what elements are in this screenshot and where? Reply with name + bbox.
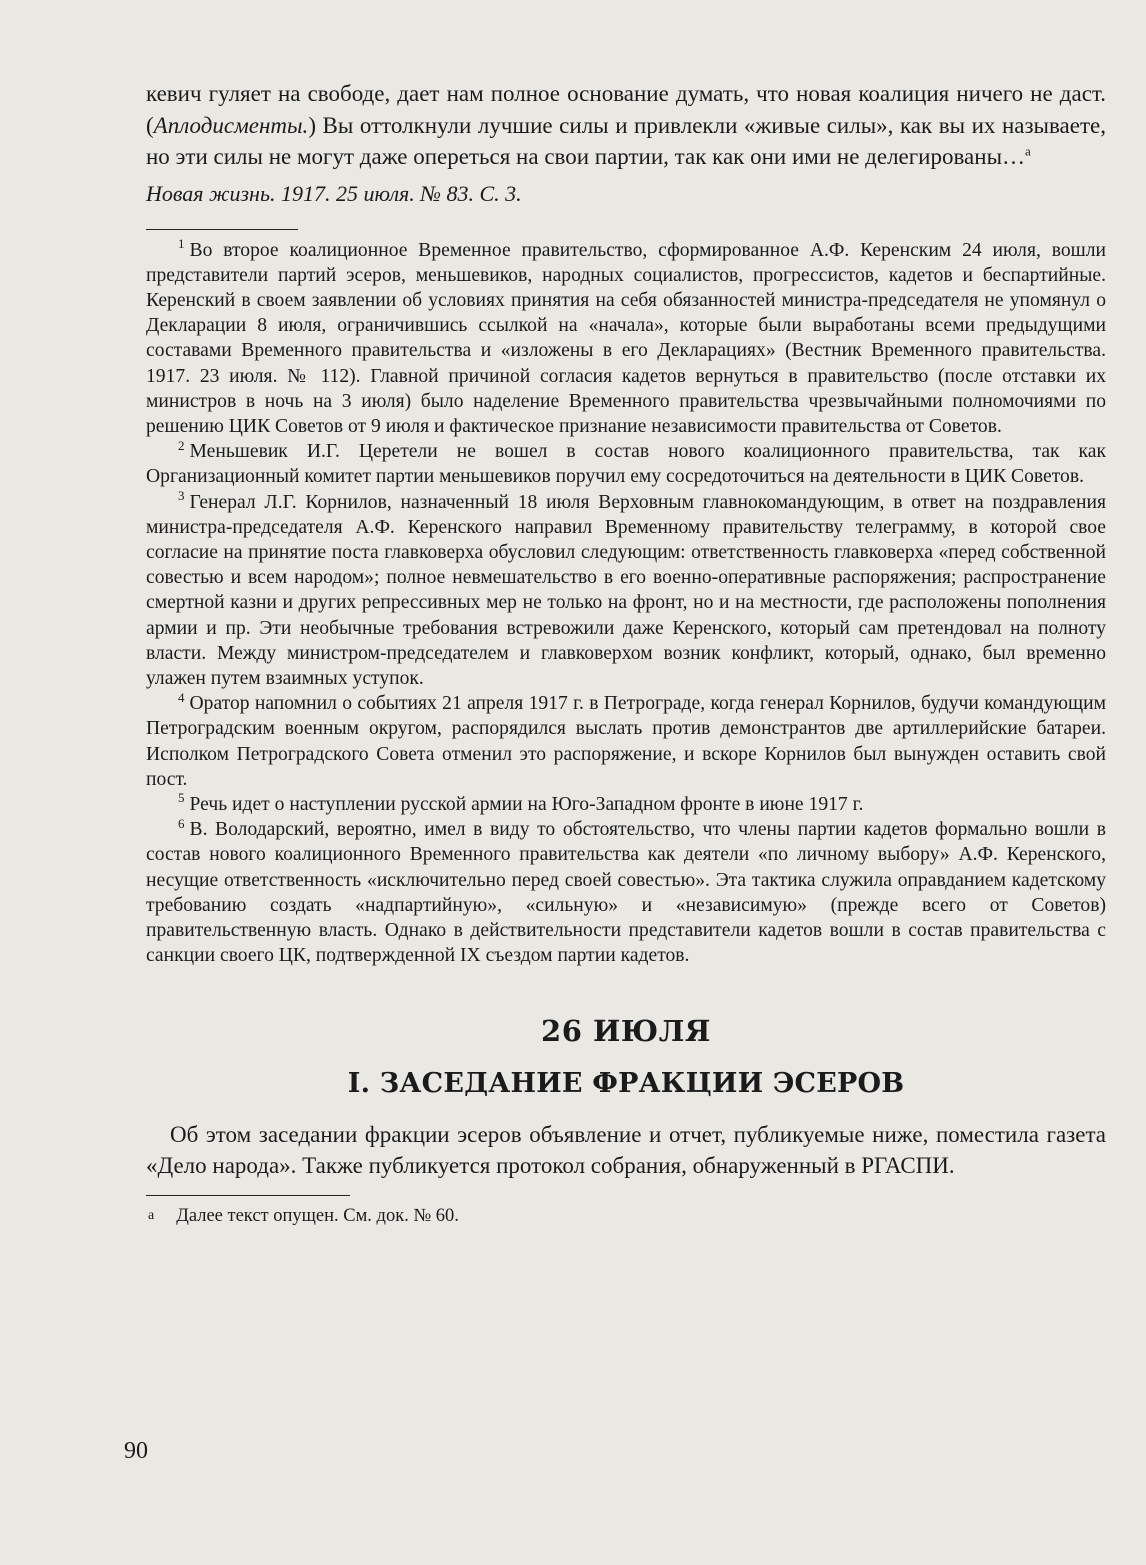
endnote-number: 6 (178, 815, 185, 831)
speech-text-after: ) Вы оттолкнули лучшие силы и привлекли «живые силы», как вы их называете, но эти силы не могут даже опереться на свои партии, так как они ими не делегированы… (146, 112, 1106, 169)
footnote-reference-a: а (1025, 143, 1031, 159)
endnote-text: Во второе коалиционное Временное правительство, сформированное А.Ф. Керенским 24 июля, вошли представители партий эсеров, меньшевиков, народных социалистов, прогрессистов, кадетов и беспартийные. Керенский в своем заявлении об условиях принятия на себя обязанностей министра-председателя не упомянул о Декларации 8 июля, ограничившись ссылкой на «начала», которые были выработаны всеми предыдущими составами Временного правительства и «изложены в его Декларациях» (Вестник Временного правительства. 1917. 23 июля. № 112). Главной причиной согласия кадетов вернуться в правительство (после отставки их министров в ночь на 3 июля) было наделение Временного правительства чрезвычайными полномочиями по решению ЦИК Советов от 9 июля и фактическое признание независимости правительства от Советов. (146, 239, 1106, 437)
endnote-text: Меньшевик И.Г. Церетели не вошел в состав нового коалиционного правительства, так как Организационный комитет партии меньшевиков поручил ему сосредоточиться на деятельности в ЦИК Советов. (146, 441, 1106, 488)
endnote-text: Оратор напомнил о событиях 21 апреля 1917 г. в Петрограде, когда генерал Корнилов, будучи командующим Петроградским военным округом, распорядился выслать против демонстрантов две артиллерийские батареи. Исполком Петроградского Совета отменил это распоряжение, и вскоре Корнилов был вынужден оставить свой пост. (146, 693, 1106, 790)
endnote (146, 439, 1106, 489)
endnote-text: Речь идет о наступлении русской армии на Юго-Западном фронте в июне 1917 г. (189, 793, 864, 815)
endnotes (146, 235, 1106, 969)
footnote-divider (146, 1195, 350, 1196)
page-footnote (146, 1204, 1106, 1228)
section-heading: I. ЗАСЕДАНИЕ ФРАКЦИИ ЭСЕРОВ (347, 1068, 905, 1100)
endnote (146, 792, 1106, 817)
source-citation: Новая жизнь. 1917. 25 июля. № 83. С. 3. (146, 180, 522, 206)
endnote-number: 3 (178, 488, 185, 503)
endnote-number: 4 (178, 689, 185, 705)
endnote (146, 691, 1106, 792)
endnote-number: 2 (178, 437, 185, 453)
speech-text-before: кевич гуляет на свободе, дает нам полное основание думать, что новая коалиция ничего не даст. ( (146, 81, 1106, 138)
endnote-number: 5 (178, 790, 185, 806)
section-intro-paragraph: Об этом заседании фракции эсеров объявление и отчет, публикуемые ниже, поместила газета «Дело народа». Также публикуется протокол собрания, обнаруженный в РГАСПИ. (146, 1122, 1106, 1179)
endnote (146, 235, 1106, 440)
endnote-text: Генерал Л.Г. Корнилов, назначенный 18 июля Верховным главнокомандующим, в ответ на поздравления министра-председателя А.Ф. Керенского направил Временному правительству телеграмму, в которой свое согласие на принятие поста главковерха обусловил следующим: ответственность главковерха «перед собственной совестью и всем народом»; полное невмешательство в его военно-оперативные распоряжения; распространение смертной казни и других репрессивных мер не только на фронт, но и на местности, где расположены пополнения армии и пр. Эти необычные требования встревожили даже Керенского, который сам претендовал на полноту власти. Между министром-председателем и главковерхом возник конфликт, который, однако, был временно улажен путем взаимных уступок. (146, 491, 1106, 689)
page-number: 90 (124, 1438, 148, 1464)
endnote (146, 490, 1106, 692)
notes-divider (146, 229, 298, 230)
applause-remark: Аплодисменты. (153, 112, 309, 138)
endnote (146, 817, 1106, 968)
footnote-text: Далее текст опущен. См. док. № 60. (176, 1206, 459, 1227)
continued-speech-paragraph (146, 78, 1106, 173)
footnote-mark: а (148, 1208, 155, 1224)
endnote-text: В. Володарский, вероятно, имел в виду то обстоятельство, что члены партии кадетов формально вошли в состав нового коалиционного Временного правительства как деятели «по личному выбору» А.Ф. Керенского, несущие ответственность «исключительно перед своей совестью». Эта тактика служила оправданием кадетскому требованию создать «надпартийную», «сильную» и «независимую» (прежде всего от Советов) правительственную власть. Однако в действительности представители кадетов вошли в состав правительства с санкции своего ЦК, подтвержденной IX съездом партии кадетов. (146, 819, 1106, 967)
endnote-number: 1 (178, 235, 185, 251)
date-heading: 26 ИЮЛЯ (541, 1014, 711, 1049)
